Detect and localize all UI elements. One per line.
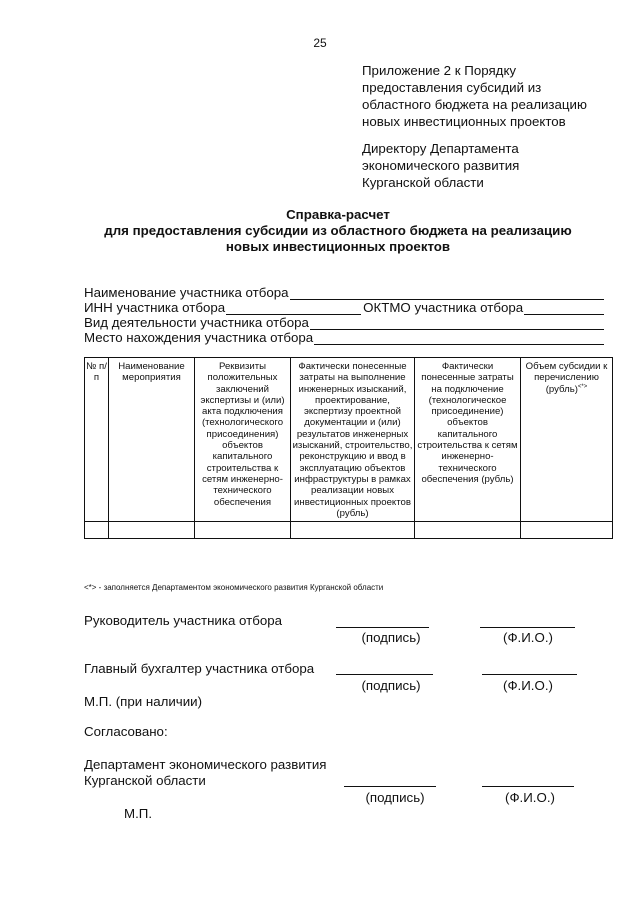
- head-fio-line[interactable]: [480, 627, 575, 628]
- column-header-number: № п/п: [85, 358, 109, 522]
- department-fio-line[interactable]: [482, 786, 574, 787]
- activity-label: Вид деятельности участника отбора: [84, 315, 309, 330]
- accountant-signature-hint: (подпись): [361, 678, 421, 693]
- agreed-label: Согласовано:: [84, 724, 168, 739]
- location-blank[interactable]: [314, 332, 604, 345]
- addressee-line: Директору Департамента: [362, 141, 519, 156]
- document-title: [40, 207, 636, 255]
- annex-line: Приложение 2 к Порядку: [362, 63, 517, 78]
- participant-name-row: [84, 285, 604, 300]
- department-name-line: Курганской области: [84, 773, 206, 788]
- table-cell[interactable]: [521, 522, 613, 539]
- oktmo-blank[interactable]: [524, 302, 604, 315]
- subsidy-header-text: Объем субсидии к перечислению (рубль): [525, 361, 608, 395]
- accountant-signature-line[interactable]: [336, 674, 433, 675]
- annex-line: новых инвестиционных проектов: [362, 114, 566, 129]
- accountant-signature-label: Главный бухгалтер участника отбора: [84, 661, 315, 676]
- column-header-subsidy: [521, 358, 613, 522]
- department-name-line: Департамент экономического развития: [84, 757, 327, 772]
- stamp-label: М.П.: [124, 806, 153, 821]
- calculation-table: [84, 357, 613, 539]
- table-header-row: [85, 358, 613, 522]
- department-signature-line[interactable]: [344, 786, 436, 787]
- stamp-optional: М.П. (при наличии): [84, 694, 202, 709]
- addressee-line: Курганской области: [362, 175, 484, 190]
- table-cell[interactable]: [85, 522, 109, 539]
- table-cell[interactable]: [195, 522, 291, 539]
- activity-row: [84, 315, 604, 330]
- column-header-infrastructure-costs: Фактически понесенные затраты на выполнение инженерных изысканий, проектирование, экспертизу проектной документации и (или) результатов инженерных изысканий, строительство, реконструкцию и ввод в эксплуатацию объектов инфраструктуры в рамках реализации новых инвестиционных проектов (рубль): [291, 358, 415, 522]
- head-fio-hint: (Ф.И.О.): [503, 630, 553, 645]
- head-signature-label: Руководитель участника отбора: [84, 613, 283, 628]
- head-signature-hint: (подпись): [361, 630, 421, 645]
- table-cell[interactable]: [291, 522, 415, 539]
- participant-name-label: Наименование участника отбора: [84, 285, 289, 300]
- participant-fields: [84, 285, 604, 345]
- title-line: для предоставления субсидии из областного бюджета на реализацию: [104, 223, 572, 238]
- annex-line: предоставления субсидий из: [362, 80, 542, 95]
- location-row: [84, 330, 604, 345]
- head-signature-line[interactable]: [336, 627, 429, 628]
- activity-blank[interactable]: [310, 317, 604, 330]
- title-line: новых инвестиционных проектов: [225, 239, 451, 254]
- table-cell[interactable]: [109, 522, 195, 539]
- inn-label: ИНН участника отбора: [84, 300, 226, 315]
- column-header-requisites: Реквизиты положительных заключений экспертизы и (или) акта подключения (технологического присоединения) объектов капитального строительства к сетям инженерно-технического обеспечения: [195, 358, 291, 522]
- department-signature-hint: (подпись): [365, 790, 425, 805]
- inn-row: [84, 300, 604, 315]
- addressee-line: экономического развития: [362, 158, 520, 173]
- addressee: [362, 140, 632, 191]
- department-fio-hint: (Ф.И.О.): [505, 790, 555, 805]
- footnote: <*> - заполняется Департаментом экономического развития Курганской области: [84, 583, 384, 592]
- page-number: 25: [313, 36, 327, 50]
- title-heading: Справка-расчет: [286, 207, 390, 222]
- footnote-marker: <*>: [577, 383, 588, 390]
- annex-line: областного бюджета на реализацию: [362, 97, 587, 112]
- column-header-connection-costs: Фактически понесенные затраты на подключение (технологическое присоединение) объектов капитального строительства к сетям инженерно-технического обеспечения (рубль): [415, 358, 521, 522]
- annex-reference: [362, 62, 632, 130]
- accountant-fio-hint: (Ф.И.О.): [503, 678, 553, 693]
- oktmo-label: ОКТМО участника отбора: [363, 300, 524, 315]
- participant-name-blank[interactable]: [290, 287, 604, 300]
- accountant-fio-line[interactable]: [482, 674, 577, 675]
- table-row: [85, 522, 613, 539]
- inn-blank[interactable]: [226, 302, 361, 315]
- table-cell[interactable]: [415, 522, 521, 539]
- column-header-activity: Наименование мероприятия: [109, 358, 195, 522]
- location-label: Место нахождения участника отбора: [84, 330, 314, 345]
